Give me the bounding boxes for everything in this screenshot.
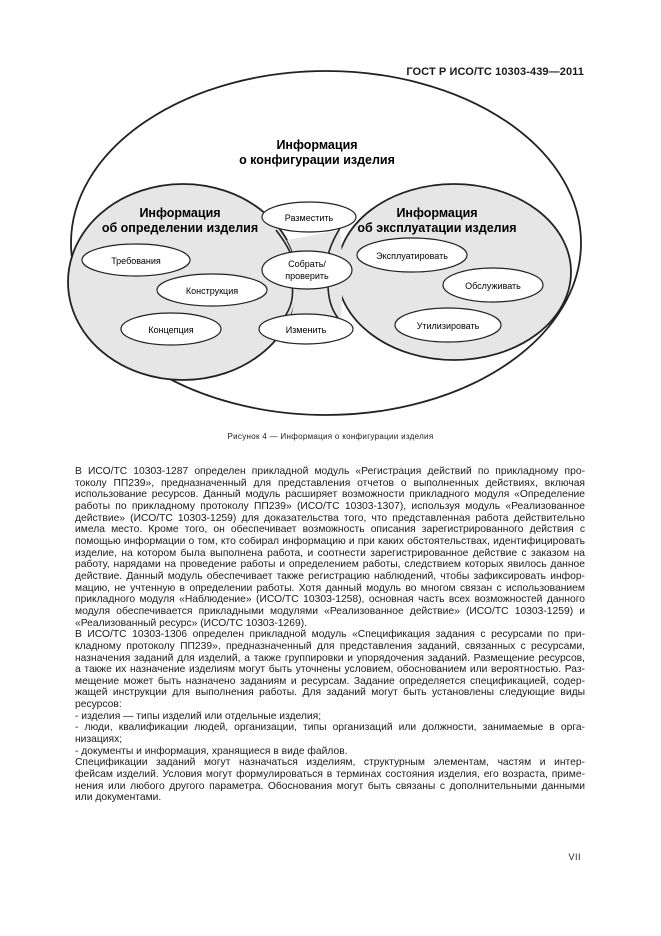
body-line: - документы и информация, хранящиеся в виде файлов. — [75, 745, 348, 757]
assemble-check-label-2: проверить — [285, 271, 329, 281]
right-title-line2: об эксплуатации изделия — [357, 221, 517, 235]
place-label: Разместить — [284, 213, 334, 223]
assemble-check-node — [262, 251, 352, 289]
operate-label: Эксплуатировать — [376, 251, 448, 261]
assemble-check-label-1: Собрать/ — [288, 259, 326, 269]
change-label: Изменить — [285, 325, 327, 335]
body-line: изделие, на котором была выполнена работа, и соотнести зарегистрированное действие с заказом на — [75, 547, 585, 559]
body-line: помощью информации о том, кто собирал информацию и при каких обстоятельствах, идентифицировать — [75, 535, 585, 547]
right-title-line1: Информация — [396, 206, 478, 220]
body-line: В ИСО/ТС 10303-1306 определен прикладной модуль «Спецификация задания с ресурсами по при- — [75, 629, 585, 641]
body-line: кладному протоколу ПП239», предназначенный для представления заданий, связанных с ресурсами, — [75, 640, 585, 652]
body-line: низациях; — [75, 734, 123, 746]
body-line: мацию, не учтенную в определении работы. Хотя данный модуль во многом связан с использованием — [75, 582, 585, 594]
left-title-line1: Информация — [139, 206, 221, 220]
left-title-line2: об определении изделия — [101, 221, 259, 235]
dispose-label: Утилизировать — [416, 321, 480, 331]
standard-header: ГОСТ Р ИСО/ТС 10303-439—2011 — [406, 66, 584, 78]
maintain-label: Обслуживать — [465, 281, 521, 291]
body-text — [75, 466, 585, 804]
body-line: а также их назначение изделиям могут быть уточнены условием, обоснованием или вероятностью. Раз- — [75, 664, 585, 676]
outer-title-line2: о конфигурации изделия — [239, 153, 395, 167]
body-line: - изделия — типы изделий или отдельные изделия; — [75, 710, 322, 722]
body-line: нения или любого другого параметра. Обоснования могут быть связаны с дополнительными данными — [75, 780, 585, 792]
body-line: имела место. Кроме того, он обеспечивает возможность описания зарегистрированного действия с — [75, 524, 585, 536]
page-number: VII — [568, 852, 581, 862]
body-line: модуля обеспечивается прикладными модулями «Реализованное действие» (ИСО/ТС 10303-1259) и — [75, 605, 585, 617]
body-line: работы по прикладному протоколу ПП239» (ИСО/ТС 10303-1307), используя модуль «Реализованное — [75, 500, 585, 512]
body-line: - люди, квалификации людей, организации, типы организаций или должности, занимаемые в орга- — [75, 722, 585, 734]
requirements-label: Требования — [111, 256, 161, 266]
body-line: действие» (ИСО/ТС 10303-1259) для доказательства того, что представленная работа действительно — [75, 512, 585, 524]
body-line: «Реализованный ресурс» (ИСО/ТС 10303-1269). — [75, 617, 308, 629]
body-line: или документами. — [75, 792, 162, 804]
body-line: использование ресурсов. Данный модуль расширяет возможности прикладного модуля «Определение — [75, 489, 585, 501]
body-line: Спецификации заданий могут назначаться изделиям, структурным элементам, частям и интер- — [75, 757, 585, 769]
body-line: ресурсов: — [75, 699, 122, 711]
body-line: токолу ПП239», предназначенный для представления отчетов о выполненных действиях, включая — [75, 477, 585, 489]
body-line: действие. Данный модуль обеспечивает также регистрацию наблюдений, чтобы зафиксировать инфор- — [75, 570, 585, 582]
concept-label: Концепция — [148, 325, 194, 335]
body-line: фейсам изделий. Условия могут формулироваться в терминах состояния изделия, его возраста, приме- — [75, 769, 585, 781]
body-line: жащей инструкции для выполнения работы. Для заданий могут быть установлены следующие виды — [75, 687, 585, 699]
body-line: прикладного модуля «Наблюдение» (ИСО/ТС 10303-1258), основная часть всех возможностей данного — [75, 594, 585, 606]
design-label: Конструкция — [185, 286, 239, 296]
body-line: работу, нарядами на проведение работы и определением работы, следствием которых явилось данное — [75, 559, 585, 571]
body-line: В ИСО/ТС 10303-1287 определен прикладной модуль «Регистрация действий по прикладному про- — [75, 466, 585, 477]
body-line: назначения заданий для изделий, а также группировки и упорядочения заданий. Размещение ресурсов, — [75, 652, 585, 664]
body-line: мещение может быть назначено заданиям и ресурсам. Задание определяется спецификацией, содер- — [75, 675, 585, 687]
configuration-diagram — [0, 0, 661, 430]
outer-title-line1: Информация — [276, 138, 358, 152]
figure-caption: Рисунок 4 — Информация о конфигурации изделия — [227, 432, 434, 441]
